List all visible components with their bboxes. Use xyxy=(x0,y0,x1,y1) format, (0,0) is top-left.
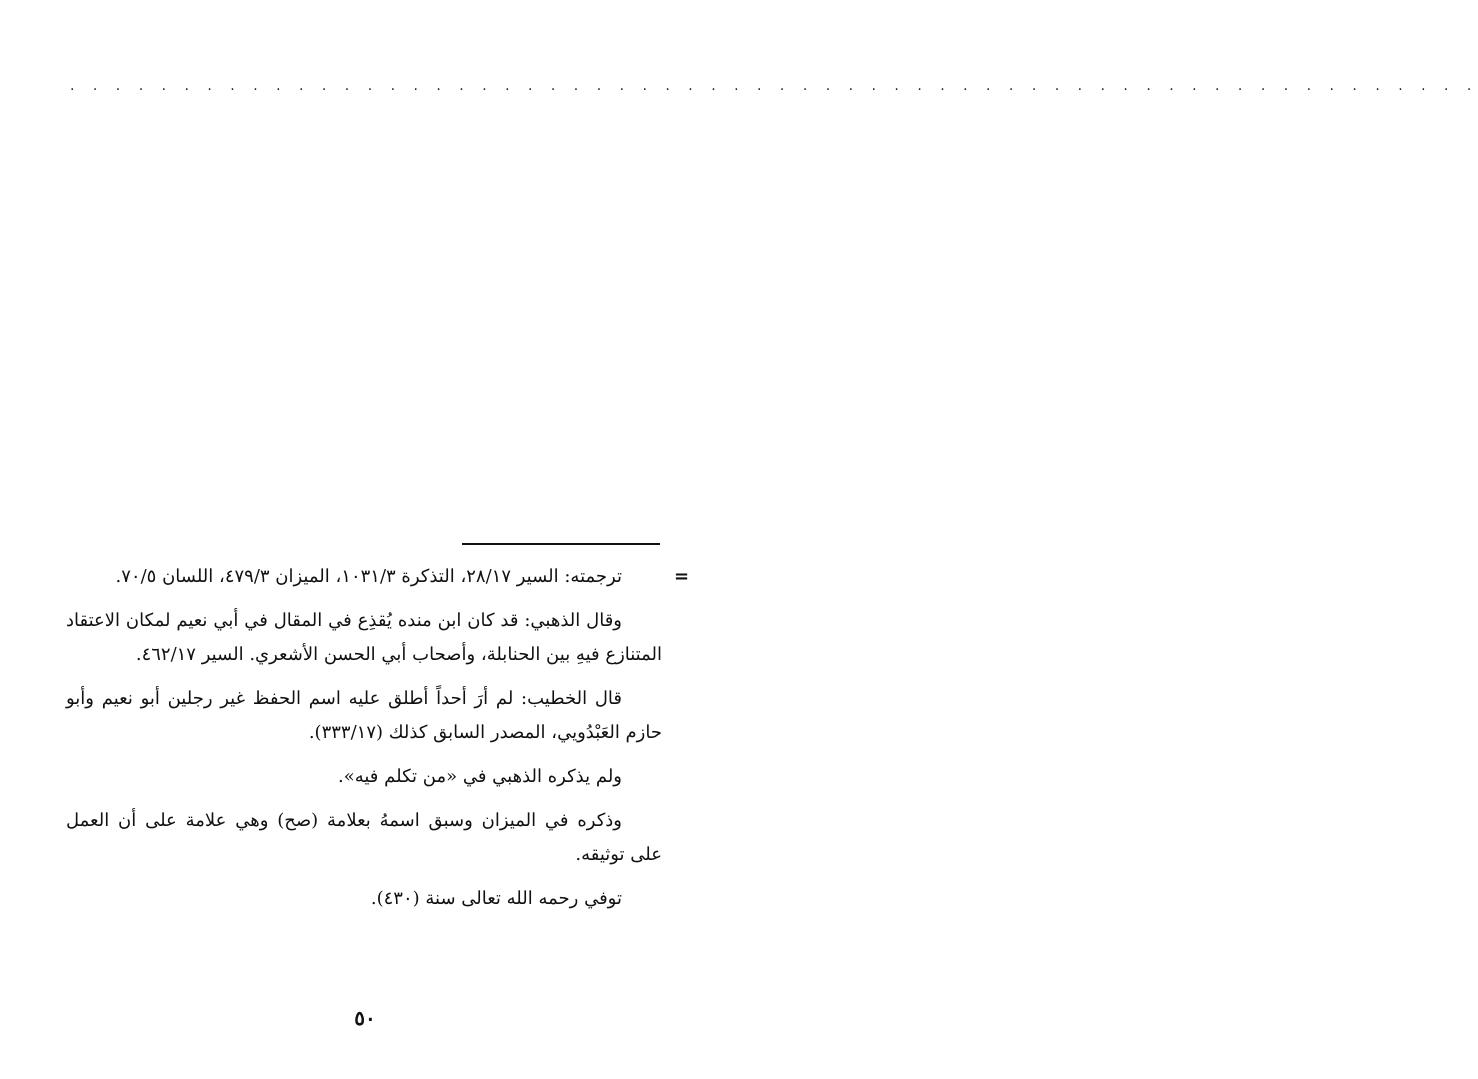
footnote-death-year: توفي رحمه الله تعالى سنة (٤٣٠). xyxy=(370,888,622,909)
footnote-sources: ترجمته: السير ٢٨/١٧، التذكرة ١٠٣١/٣، الميزان ٤٧٩/٣، اللسان ٧٠/٥. xyxy=(115,566,622,587)
page-number: ٥٠ xyxy=(354,1006,376,1030)
footnote-dhahabi-quote: وقال الذهبي: قد كان ابن منده يُقذِع في المقال في أبي نعيم لمكان الاعتقاد المتنازع فيهِ بين الحنابلة، وأصحاب أبي الحسن الأشعري. السير ٤٦٢/١٧. xyxy=(66,610,662,665)
footnote-rule xyxy=(462,543,660,545)
continuation-mark: = xyxy=(674,566,690,587)
footnotes-block xyxy=(66,560,662,926)
footnote-not-mentioned: ولم يذكره الذهبي في «من تكلم فيه». xyxy=(337,766,622,787)
top-dotted-separator: . . . . . . . . . . . . . . . . . . . . . . . . . . . . . . . . . . . . . . . . . . . . . . . . . . . . . . . . . . . . . . xyxy=(70,78,1478,94)
footnote-mizan-mention: وذكره في الميزان وسبق اسمهُ بعلامة (صح) وهي علامة على أن العمل على توثيقه. xyxy=(66,810,662,865)
footnote-khatib-quote: قال الخطيب: لم أرَ أحداً أطلق عليه اسم الحفظ غير رجلين أبو نعيم وأبو حازم العَبْدُويي، المصدر السابق كذلك (٣٣٣/١٧). xyxy=(66,688,662,743)
